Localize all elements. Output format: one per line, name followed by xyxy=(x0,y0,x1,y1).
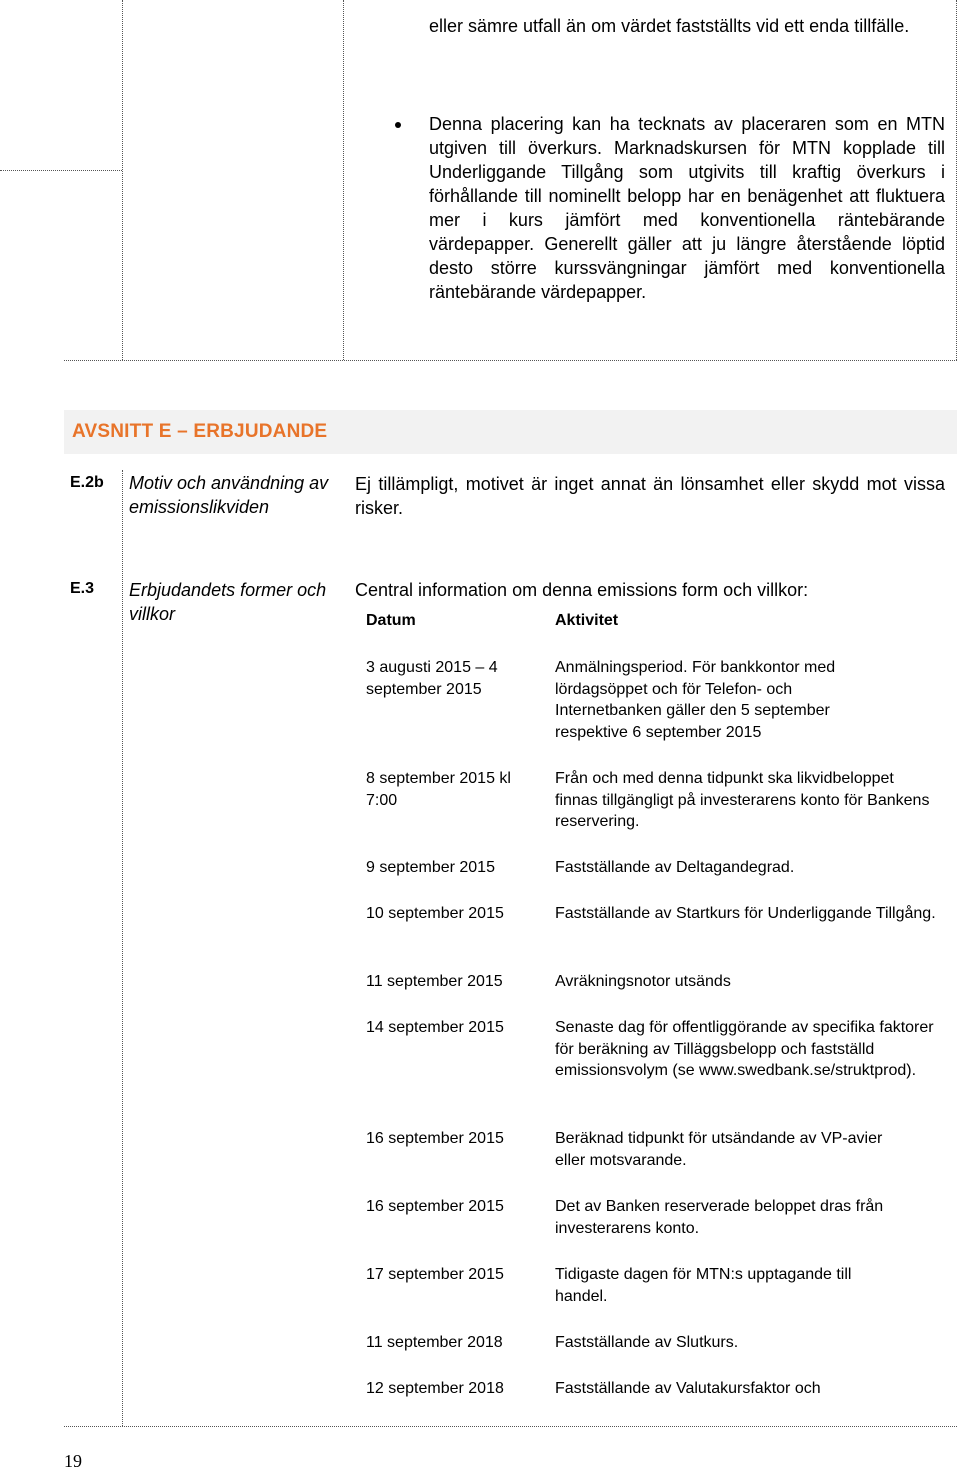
row-rule xyxy=(0,170,122,171)
schedule-date: 17 september 2015 xyxy=(366,1266,504,1283)
risk-bullet-text: Denna placering kan ha tecknats av placeraren som en MTN utgiven till överkurs. Marknadskursen för MTN kopplade till Underliggande Tillgång som utgivits till kraftig överkurs i förhållande till nominellt belopp har en benägenhet att fluktuera mer i kurs jämfört med konventionella räntebärande värdepapper. Generellt gäller att ju längre återstående löptid desto större kurssvängningar jämfört med konventionella räntebärande värdepapper. xyxy=(429,114,945,302)
schedule-date: 16 september 2015 xyxy=(366,1198,504,1215)
schedule-date: 8 september 2015 kl 7:00 xyxy=(366,770,511,809)
schedule-date: 11 september 2015 xyxy=(366,973,503,990)
table-border-mid xyxy=(343,0,344,360)
table-border-left-lower xyxy=(122,470,123,1426)
schedule-activity: Det av Banken reserverade beloppet dras från investerarens konto. xyxy=(555,1198,884,1237)
schedule-date: 9 september 2015 xyxy=(366,859,495,876)
element-label-e3: Erbjudandets former och villkor xyxy=(129,580,327,624)
element-code-e3: E.3 xyxy=(70,580,95,597)
schedule-activity: Fastställande av Deltagandegrad. xyxy=(555,859,795,876)
schedule-activity: Anmälningsperiod. För bankkontor med lördagsöppet och för Telefon- och Internetbanken gäller den 5 september respektive 6 september 2015 xyxy=(555,659,836,741)
schedule-activity: Beräknad tidpunkt för utsändande av VP-avier eller motsvarande. xyxy=(555,1130,883,1169)
element-content-e2b: Ej tillämpligt, motivet är inget annat än lönsamhet eller skydd mot vissa risker. xyxy=(355,474,945,518)
schedule-activity: Senaste dag för offentliggörande av specifika faktorer för beräkning av Tilläggsbelopp och fastställd emissionsvolym (se www.swedbank.se/struktprod). xyxy=(555,1019,934,1079)
intro-continuation: eller sämre utfall än om värdet fastställts vid ett enda tillfälle. xyxy=(429,16,910,36)
element-content-e3-intro: Central information om denna emissions form och villkor: xyxy=(355,580,809,600)
schedule-date: 11 september 2018 xyxy=(366,1334,503,1351)
element-code-e2b: E.2b xyxy=(70,474,104,491)
schedule-date: 10 september 2015 xyxy=(366,905,504,922)
schedule-date: 16 september 2015 xyxy=(366,1130,504,1147)
schedule-date: 14 september 2015 xyxy=(366,1019,504,1036)
schedule-activity: Fastställande av Slutkurs. xyxy=(555,1334,739,1351)
section-title: AVSNITT E – ERBJUDANDE xyxy=(72,421,328,442)
schedule-activity: Tidigaste dagen för MTN:s upptagande till handel. xyxy=(555,1266,852,1305)
table-border-left xyxy=(122,0,123,360)
table-border-right xyxy=(956,0,957,360)
element-label-e2b: Motiv och användning av emissionslikviden xyxy=(129,473,329,517)
schedule-activity: Avräkningsnotor utsänds xyxy=(555,973,731,990)
section-bottom-rule xyxy=(64,1426,957,1427)
column-header-date: Datum xyxy=(366,612,416,629)
schedule-date: 3 augusti 2015 – 4 september 2015 xyxy=(366,659,498,698)
page-number: 19 xyxy=(64,1451,82,1471)
bullet-icon xyxy=(395,122,401,128)
schedule-activity: Från och med denna tidpunkt ska likvidbeloppet finnas tillgängligt på investerarens konto för Bankens reservering. xyxy=(555,770,930,830)
schedule-date: 12 september 2018 xyxy=(366,1380,504,1397)
schedule-activity: Fastställande av Valutakursfaktor och xyxy=(555,1380,821,1397)
column-header-activity: Aktivitet xyxy=(555,612,619,629)
schedule-activity: Fastställande av Startkurs för Underliggande Tillgång. xyxy=(555,905,936,922)
table-bottom-rule xyxy=(64,360,957,361)
